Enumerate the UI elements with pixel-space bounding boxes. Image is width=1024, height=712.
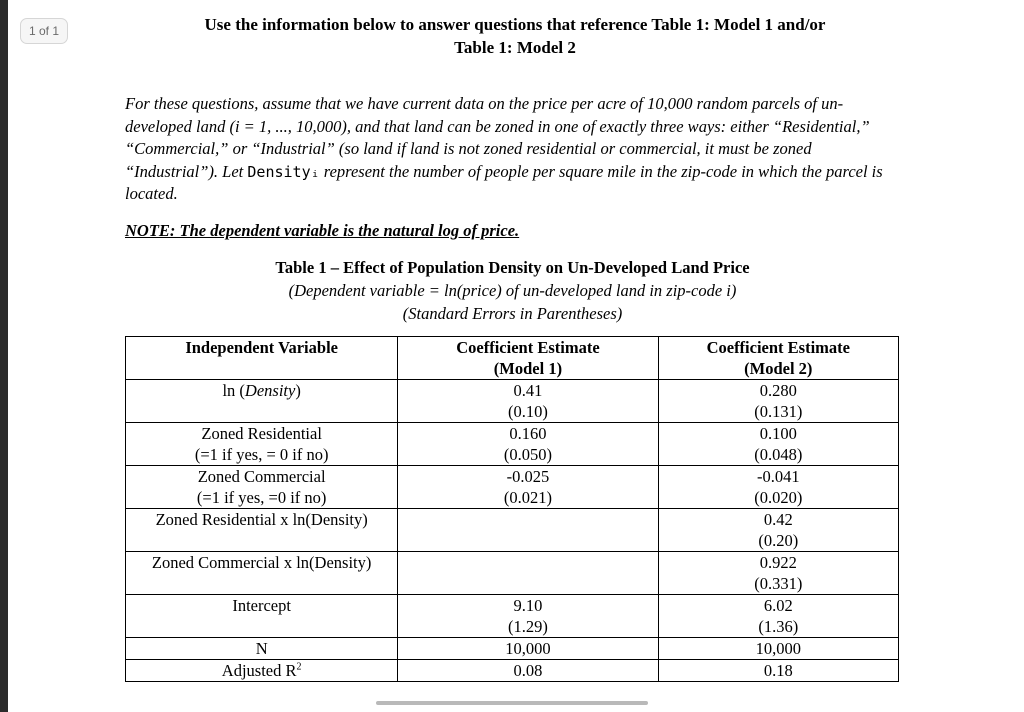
header-variable: Independent Variable xyxy=(126,337,398,380)
row-label: Intercept xyxy=(126,595,398,638)
model1-cell: 0.41 (0.10) xyxy=(398,380,658,423)
row-label: Adjusted $R^2$ xyxy=(126,660,398,682)
intro-text-before: For these questions, assume that we have current data on the price per acre of 10,000 random parcels of un-developed land (i = 1, ..., 10,000), and that land can be zoned in one of exactly three ways: either “Residential,” “Commercial,” or “Industrial” (so land if land is not zoned residential or commercial, it must be zoned “Industrial”). Let xyxy=(125,94,870,181)
table-row xyxy=(126,423,899,466)
model2-cell: 0.18 xyxy=(658,660,898,682)
model1-cell xyxy=(398,552,658,595)
intro-text-after: represent the number of people per square mile in the zip-code in which the parcel is located. xyxy=(125,161,883,204)
model2-cell: 0.280 (0.131) xyxy=(658,380,898,423)
row-label: Zoned Residential (=1 if yes, = 0 if no) xyxy=(126,423,398,466)
row-label: ln (Density) xyxy=(126,380,398,423)
row-label: N xyxy=(126,638,398,660)
viewer-left-edge xyxy=(0,0,8,712)
header-model1: Coefficient Estimate (Model 1) xyxy=(398,337,658,380)
table-subtitle: (Dependent variable = ln(price) of un-developed land in zip-code i) xyxy=(288,281,737,300)
model2-cell: 6.02 (1.36) xyxy=(658,595,898,638)
table-row xyxy=(126,638,899,660)
horizontal-scrollbar[interactable] xyxy=(376,701,648,705)
density-variable: Densityᵢ xyxy=(247,162,320,181)
results-table xyxy=(125,336,899,682)
model1-cell xyxy=(398,509,658,552)
row-label: Zoned Residential x ln(Density) xyxy=(126,509,398,552)
row-label: Zoned Commercial (=1 if yes, =0 if no) xyxy=(126,466,398,509)
header-model2: Coefficient Estimate (Model 2) xyxy=(658,337,898,380)
intro-paragraph xyxy=(125,93,900,206)
table-header-row xyxy=(126,337,899,380)
note: NOTE: The dependent variable is the natural log of price. xyxy=(125,221,520,240)
model1-cell: 9.10 (1.29) xyxy=(398,595,658,638)
model2-cell: -0.041 (0.020) xyxy=(658,466,898,509)
table-row xyxy=(126,660,899,682)
model1-cell: 0.08 xyxy=(398,660,658,682)
model2-cell: 0.100 (0.048) xyxy=(658,423,898,466)
page-indicator: 1 of 1 xyxy=(20,18,68,44)
model2-cell: 0.42 (0.20) xyxy=(658,509,898,552)
instructions-heading xyxy=(120,13,910,59)
table-row xyxy=(126,466,899,509)
table-row xyxy=(126,380,899,423)
table-row xyxy=(126,595,899,638)
row-label: Zoned Commercial x ln(Density) xyxy=(126,552,398,595)
table-subtitle-2: (Standard Errors in Parentheses) xyxy=(402,304,623,323)
model1-cell: -0.025 (0.021) xyxy=(398,466,658,509)
model1-cell: 0.160 (0.050) xyxy=(398,423,658,466)
instructions-heading-line2: Table 1: Model 2 xyxy=(454,38,576,57)
instructions-heading-line1: Use the information below to answer questions that reference Table 1: Model 1 and/or xyxy=(204,15,826,34)
model2-cell: 0.922 (0.331) xyxy=(658,552,898,595)
table-caption xyxy=(125,256,900,325)
table-title: Table 1 – Effect of Population Density on Un-Developed Land Price xyxy=(275,258,750,277)
model1-cell: 10,000 xyxy=(398,638,658,660)
table-row xyxy=(126,509,899,552)
table-row xyxy=(126,552,899,595)
model2-cell: 10,000 xyxy=(658,638,898,660)
